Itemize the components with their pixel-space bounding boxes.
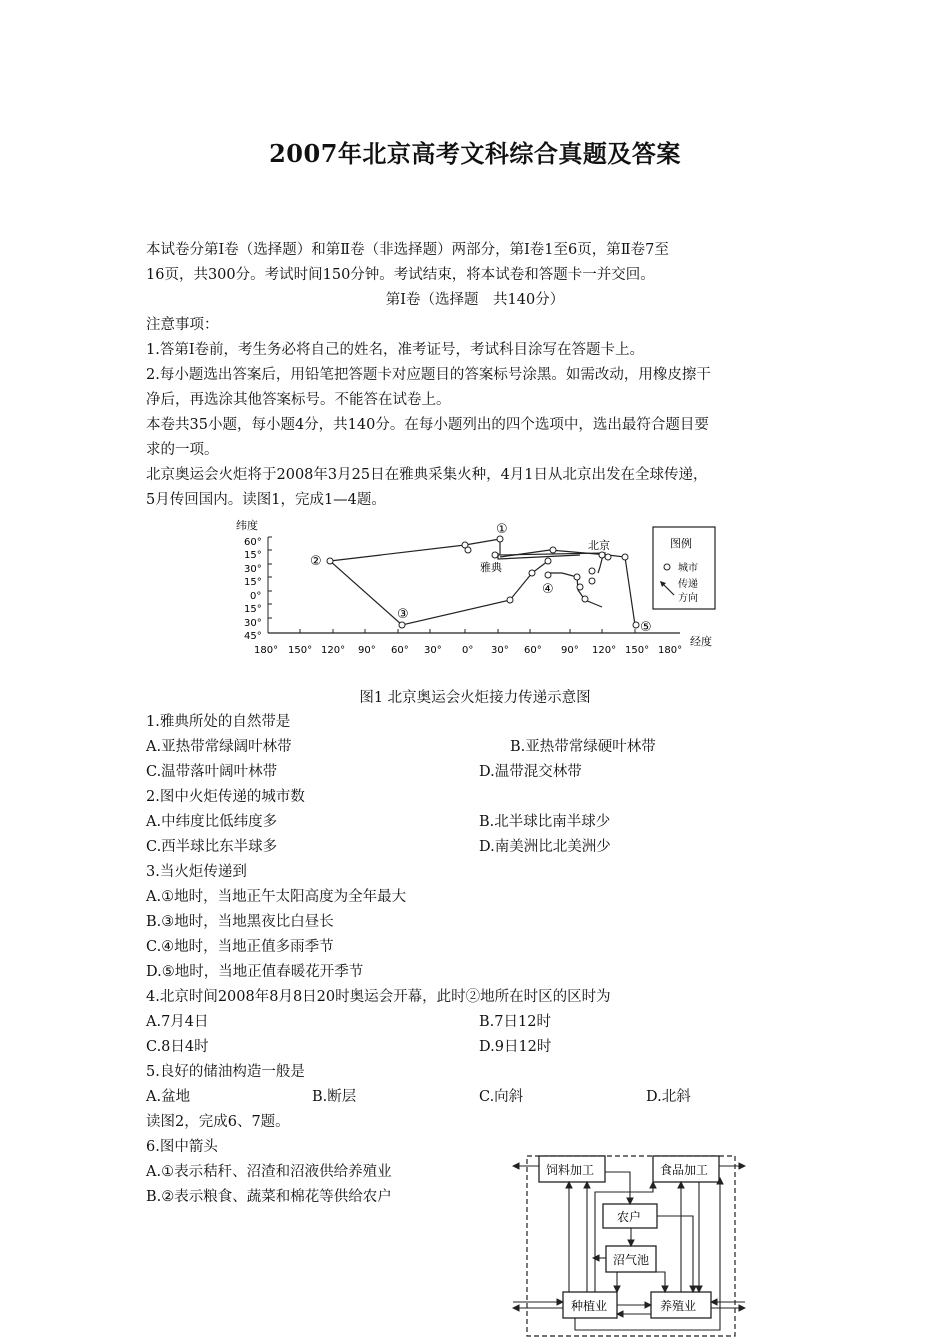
map-legend [653,527,715,609]
x-tick: 180° [254,645,279,656]
note-item: 2.每小题选出答案后，用铅笔把答题卡对应题目的答案标号涂黑。如需改动，用橡皮擦干 [146,367,711,383]
marker-3: ③ [397,607,409,622]
option: D.9日12时 [479,1039,552,1055]
y-tick: 30° [244,564,262,575]
x-tick: 120° [321,645,346,656]
option: C.④地时，当地正值多雨季节 [146,939,334,955]
intro-text: 16页，共300分。考试时间150分钟。考试结束，将本试卷和答题卡一并交回。 [146,267,655,283]
x-tick: 30° [424,645,442,656]
option: B.③地时，当地黑夜比白昼长 [146,914,334,930]
marker-4: ④ [542,582,554,597]
reading-prompt: 读图2，完成6、7题。 [146,1114,290,1130]
legend-title: 图例 [670,537,692,550]
note-item: 净后，再选涂其他答案标号。不能答在试卷上。 [146,392,451,408]
torch-text: 5月传回国内。读图1，完成1—4题。 [146,492,386,508]
rule-text: 求的一项。 [146,442,219,458]
option: A.亚热带常绿阔叶林带 [146,739,292,755]
x-tick: 60° [524,645,542,656]
option: C.温带落叶阔叶林带 [146,764,278,780]
marker-5: ⑤ [640,620,652,635]
legend-direction: 方向 [678,593,698,604]
option: A.中纬度比低纬度多 [146,814,278,830]
box-breeding: 养殖业 [660,1299,697,1313]
city-beijing-label: 北京 [588,539,610,552]
question: 1.雅典所处的自然带是 [146,714,291,730]
x-tick: 90° [561,645,579,656]
x-tick: 180° [658,645,683,656]
y-axis-label: 纬度 [236,519,258,532]
box-biogas: 沼气池 [613,1253,650,1267]
legend-city: 城市 [678,563,698,574]
city-athens-label: 雅典 [480,561,502,574]
option: C.8日4时 [146,1039,209,1055]
x-tick: 0° [462,645,474,656]
question: 6.图中箭头 [146,1139,218,1155]
option: B.7日12时 [479,1014,551,1030]
y-tick: 30° [244,618,262,629]
x-tick: 150° [625,645,650,656]
box-farmer: 农户 [617,1210,642,1224]
x-axis-label: 经度 [690,635,712,648]
option: C.西半球比东半球多 [146,839,278,855]
marker-2: ② [310,554,322,569]
option: C.向斜 [479,1089,524,1105]
marker-1: ① [496,522,508,537]
option: A.①表示秸秆、沼渣和沼液供给养殖业 [146,1164,392,1180]
question: 2.图中火炬传递的城市数 [146,789,305,805]
torch-relay-figure [230,515,730,660]
x-tick: 120° [592,645,617,656]
option: D.南美洲比北美洲少 [479,839,611,855]
option: B.亚热带常绿硬叶林带 [510,739,656,755]
option: B.北半球比南半球少 [479,814,611,830]
option: D.北斜 [646,1089,691,1105]
box-planting: 种植业 [571,1299,608,1313]
x-tick: 150° [288,645,313,656]
x-tick: 60° [391,645,409,656]
y-tick: 60° [244,537,262,548]
option: B.断层 [312,1089,357,1105]
question: 3.当火炬传递到 [146,864,247,880]
note-item: 1.答第Ⅰ卷前，考生务必将自己的姓名，准考证号，考试科目涂写在答题卡上。 [146,342,645,358]
box-feed-processing: 饲料加工 [546,1163,595,1177]
rule-text: 本卷共35小题，每小题4分，共140分。在每小题列出的四个选项中，选出最符合题目要 [146,417,709,433]
question: 5.良好的储油构造一般是 [146,1064,305,1080]
y-tick: 0° [250,591,262,602]
option: D.⑤地时，当地正值春暖花开季节 [146,964,364,980]
option: A.盆地 [146,1089,191,1105]
y-tick: 15° [244,604,262,615]
x-tick: 90° [358,645,376,656]
option: A.①地时，当地正午太阳高度为全年最大 [146,889,407,905]
figure1-caption: 图1 北京奥运会火炬接力传递示意图 [359,690,591,706]
legend-direction: 传递 [678,579,698,590]
option: B.②表示粮食、蔬菜和棉花等供给农户 [146,1189,392,1205]
x-tick: 30° [491,645,509,656]
y-tick: 15° [244,577,262,588]
question: 4.北京时间2008年8月8日20时奥运会开幕，此时②地所在时区的区时为 [146,989,611,1005]
y-tick: 45° [244,631,262,642]
notes-label: 注意事项： [146,317,219,333]
torch-text: 北京奥运会火炬将于2008年3月25日在雅典采集火种，4月1日从北京出发在全球传递， [146,467,708,483]
y-tick: 15° [244,550,262,561]
option: D.温带混交林带 [479,764,582,780]
intro-text: 本试卷分第Ⅰ卷（选择题）和第Ⅱ卷（非选择题）两部分，第Ⅰ卷1至6页，第Ⅱ卷7至 [146,242,669,258]
option: A.7月4日 [146,1014,209,1030]
section-heading: 第Ⅰ卷（选择题 共140分） [385,292,565,308]
agriculture-system-diagram [505,1148,750,1340]
box-food-processing: 食品加工 [660,1163,709,1177]
page-title: 2007年北京高考文科综合真题及答案 [269,139,681,168]
